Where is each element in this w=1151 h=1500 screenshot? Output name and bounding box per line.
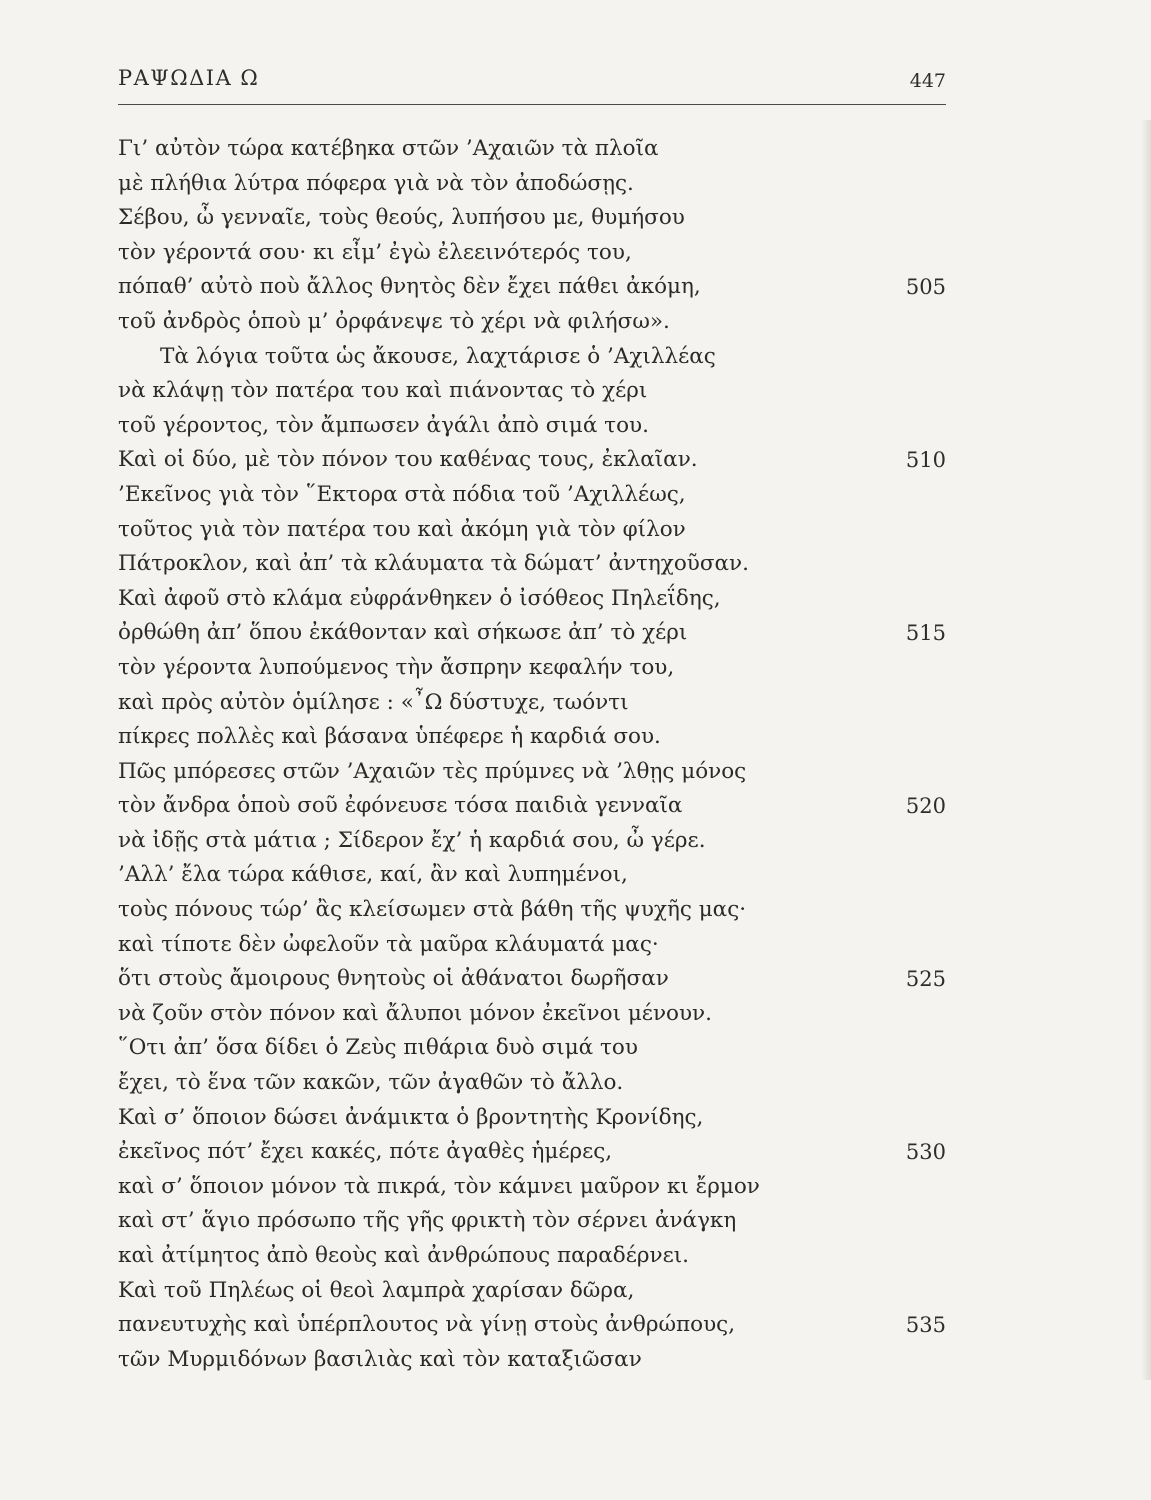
verse-text: ὅτι στοὺς ἄμοιρους θνητοὺς οἱ ἀθάνατοι δωρῆσαν [118,966,669,992]
verse-line [118,1274,946,1309]
verse-line [118,824,946,859]
verse-line [118,962,946,997]
verse-text: ἐκεῖνος πότ’ ἔχει κακές, πότε ἀγαθὲς ἡμέρες, [118,1139,613,1165]
verse-text: καὶ στ’ ἅγιο πρόσωπο τῆς γῆς φρικτὴ τὸν σέρνει ἀνάγκη [118,1208,737,1234]
verse-text: ἔχει, τὸ ἕνα τῶν κακῶν, τῶν ἀγαθῶν τὸ ἄλλο. [118,1070,624,1096]
verse-line [118,858,946,893]
verse-text: Πάτροκλον, καὶ ἀπ’ τὰ κλάυματα τὰ δώματ’ ἀντηχοῦσαν. [118,551,749,577]
verse-text: Καὶ σ’ ὅποιον δώσει ἀνάμικτα ὁ βροντητὴς Κρονίδης, [118,1104,704,1130]
verse-line [118,201,946,236]
verse-line [118,582,946,617]
verse-line [118,928,946,963]
verse-text: μὲ πλήθια λύτρα πόφερα γιὰ νὰ τὸν ἀποδώσῃς. [118,170,634,196]
verse-line [118,1101,946,1136]
verse-text: τῶν Μυρμιδόνων βασιλιὰς καὶ τὸν καταξιῶσαν [118,1346,642,1372]
verse-text: Τὰ λόγια τοῦτα ὡς ἄκουσε, λαχτάρισε ὁ ’Αχιλλέας [160,343,716,369]
verse-text: ῞Οτι ἀπ’ ὅσα δίδει ὁ Ζεὺς πιθάρια δυὸ σιμά του [118,1035,638,1061]
verse-text: Καὶ τοῦ Πηλέως οἱ θεοὶ λαμπρὰ χαρίσαν δῶρα, [118,1277,635,1303]
verse-line [118,409,946,444]
verse-text: τοῦτος γιὰ τὸν πατέρα του καὶ ἀκόμη γιὰ τὸν φίλον [118,516,686,542]
verse-number: 530 [905,1140,946,1165]
verse-line [118,340,946,375]
verse-text: τὸν γέροντά σου· κι εἶμ’ ἐγὼ ἐλεεινότερός του, [118,239,632,265]
verse-line [118,547,946,582]
verse-line [118,167,946,202]
verse-line [118,305,946,340]
verse-number: 505 [905,275,946,300]
verse-text: Πῶς μπόρεσες στῶν ’Αχαιῶν τὲς πρύμνες νὰ ’λθῃς μόνος [118,758,747,784]
verse-line [118,616,946,651]
verse-text: τοῦ γέροντος, τὸν ἄμπωσεν ἀγάλι ἀπὸ σιμά του. [118,412,649,438]
running-title: ΡΑΨΩΔΙΑ Ω [118,66,260,90]
verse-line [118,720,946,755]
verse-line [118,513,946,548]
verse-line [118,1239,946,1274]
verse-line [118,478,946,513]
verse-line [118,893,946,928]
verse-text: καὶ ἀτίμητος ἀπὸ θεοὺς καὶ ἀνθρώπους παραδέρνει. [118,1243,689,1268]
verse-line [118,374,946,409]
verse-line [118,789,946,824]
verse-text: ’Εκεῖνος γιὰ τὸν ῞Εκτορα στὰ πόδια τοῦ ’Αχιλλέως, [118,481,686,507]
verse-text: τὸν γέροντα λυπούμενος τὴν ἄσπρην κεφαλήν του, [118,654,675,680]
verse-text: καὶ σ’ ὅποιον μόνον τὰ πικρά, τὸν κάμνει μαῦρον κι ἔρμον [118,1173,760,1199]
verse-number: 525 [905,967,946,992]
verse-text: νὰ ἰδῇς στὰ μάτια ; Σίδερον ἔχ’ ἡ καρδιά σου, ὦ γέρε. [118,827,706,853]
verse-line [118,686,946,721]
verse-number: 520 [905,794,946,819]
verse-text: Καὶ ἀφοῦ στὸ κλάμα εὐφράνθηκεν ὁ ἰσόθεος Πηλεΐδης, [118,585,721,611]
verse-line [118,236,946,271]
verse-line [118,1170,946,1205]
verse-text: πίκρες πολλὲς καὶ βάσανα ὑπέφερε ἡ καρδιά σου. [118,724,661,750]
page-edge-shadow [1141,120,1151,1380]
verse-line [118,1135,946,1170]
page-header [118,66,946,106]
verse-line [118,1343,946,1378]
verse-line [118,270,946,305]
verse-text: καὶ πρὸς αὐτὸν ὁμίλησε : «῏Ω δύστυχε, τωόντι [118,689,629,715]
header-rule [118,104,946,105]
verse-text: ὀρθώθη ἀπ’ ὅπου ἐκάθονταν καὶ σήκωσε ἀπ’ τὸ χέρι [118,620,688,646]
verse-text: Καὶ οἱ δύο, μὲ τὸν πόνον του καθένας τους, ἐκλαῖαν. [118,447,698,473]
verse-line [118,1204,946,1239]
verse-line [118,1031,946,1066]
verse-text: Σέβου, ὦ γενναῖε, τοὺς θεούς, λυπήσου με, θυμήσου [118,205,685,231]
verse-line [118,1308,946,1343]
page-number: 447 [909,70,946,92]
verse-text: νὰ ζοῦν στὸν πόνον καὶ ἄλυποι μόνον ἐκεῖνοι μένουν. [118,1000,712,1026]
verse-text: Γι’ αὐτὸν τώρα κατέβηκα στῶν ’Αχαιῶν τὰ πλοῖα [118,136,659,161]
verse-list [118,132,946,1377]
verse-line [118,651,946,686]
verse-number: 515 [905,621,946,646]
verse-line [118,132,946,167]
verse-text: νὰ κλάψῃ τὸν πατέρα του καὶ πιάνοντας τὸ χέρι [118,378,648,404]
verse-line [118,1066,946,1101]
verse-text: τὸν ἄνδρα ὁποὺ σοῦ ἐφόνευσε τόσα παιδιὰ γενναῖα [118,793,683,819]
verse-text: πανευτυχὴς καὶ ὑπέρπλουτος νὰ γίνῃ στοὺς ἀνθρώπους, [118,1312,736,1338]
verse-text: τοῦ ἀνδρὸς ὁποὺ μ’ ὀρφάνεψε τὸ χέρι νὰ φιλήσω». [118,308,670,334]
verse-text: καὶ τίποτε δὲν ὠφελοῦν τὰ μαῦρα κλάυματά μας· [118,931,659,957]
verse-number: 535 [905,1313,946,1338]
verse-line [118,443,946,478]
verse-text: τοὺς πόνους τώρ’ ἂς κλείσωμεν στὰ βάθη τῆς ψυχῆς μας· [118,897,747,923]
verse-text: ’Αλλ’ ἔλα τώρα κάθισε, καί, ἂν καὶ λυπημένοι, [118,862,628,888]
verse-text: πόπαθ’ αὐτὸ ποὺ ἄλλος θνητὸς δὲν ἔχει πάθει ἀκόμη, [118,274,701,300]
verse-line [118,997,946,1032]
verse-number: 510 [905,448,946,473]
verse-line [118,755,946,790]
